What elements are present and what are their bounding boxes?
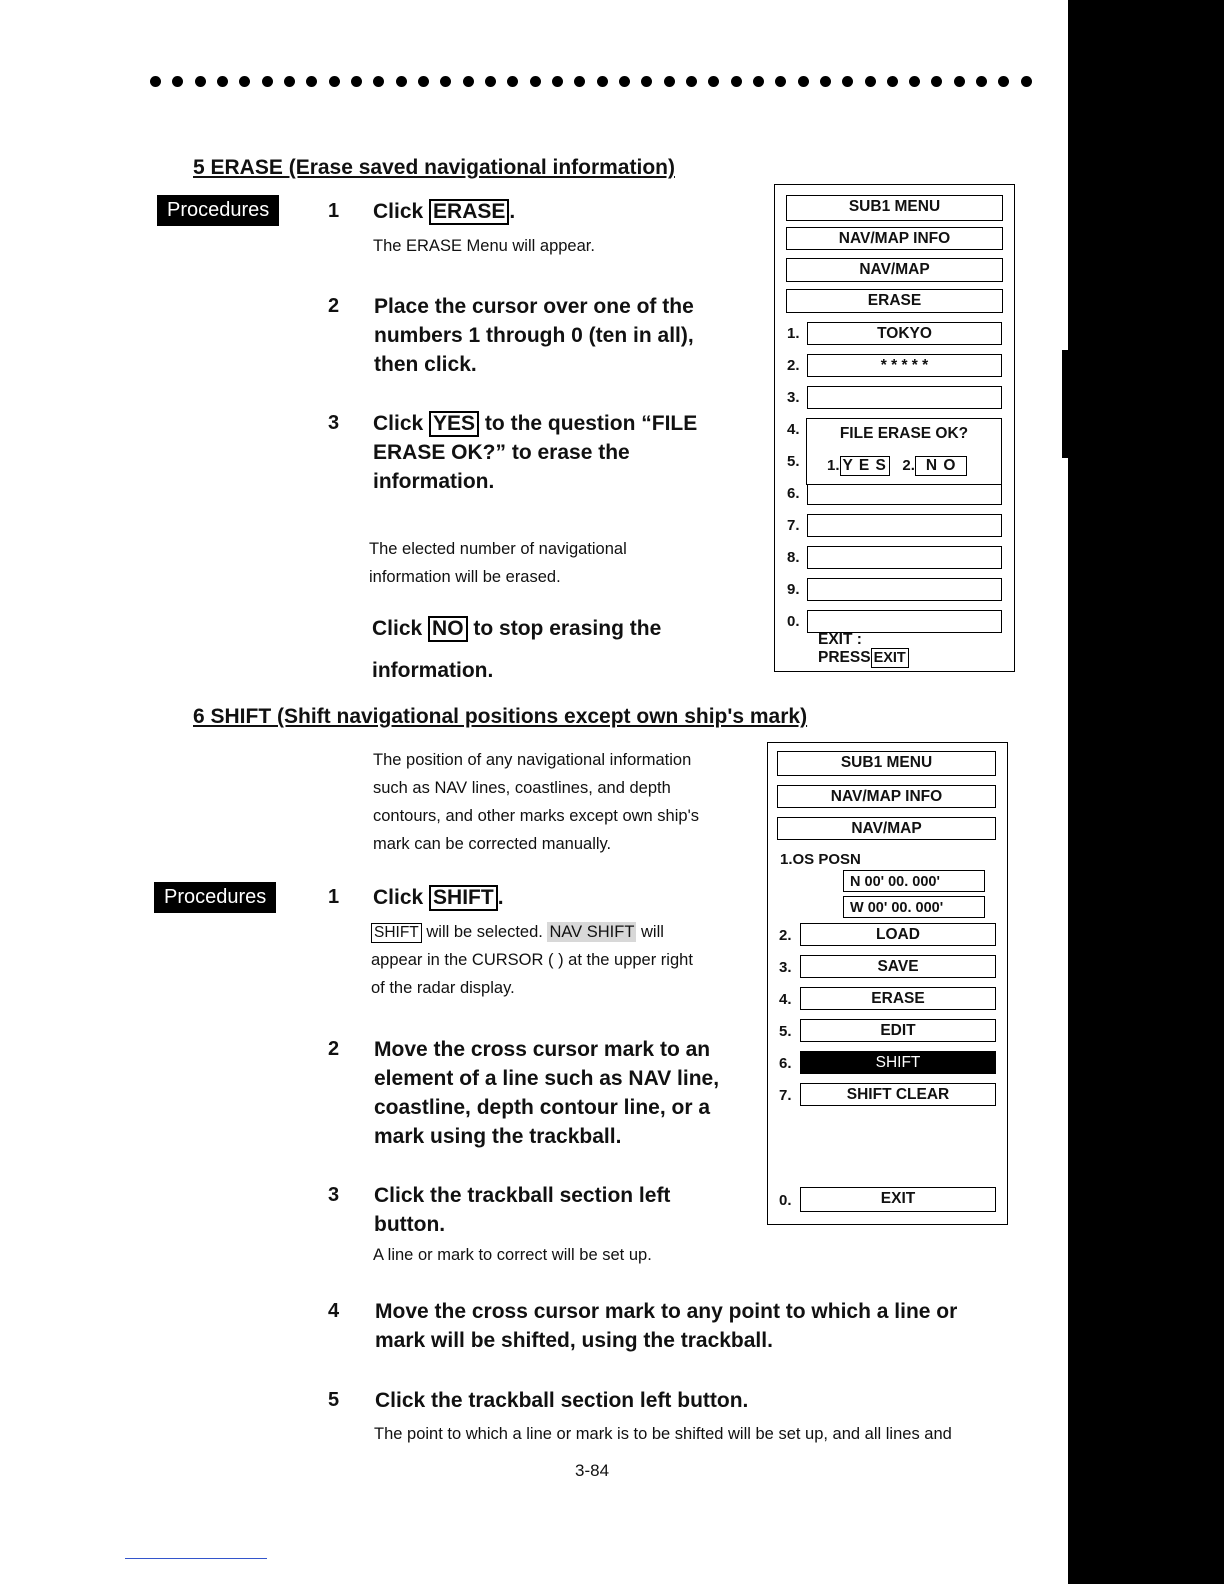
dialog-no-button[interactable]: N O — [915, 456, 968, 476]
rule-dot — [1021, 76, 1032, 87]
file-slot[interactable]: * * * * * — [807, 354, 1002, 377]
rule-dot — [396, 76, 407, 87]
rule-dot — [373, 76, 384, 87]
menu-item-label: 3. — [779, 959, 792, 976]
step-number: 2 — [328, 295, 340, 317]
step-text: to the question “FILE — [484, 412, 698, 435]
dialog-question: FILE ERASE OK? — [839, 425, 969, 442]
rule-dot — [463, 76, 474, 87]
file-slot[interactable] — [807, 610, 1002, 633]
desc-line: appear in the CURSOR ( ) at the upper right — [371, 951, 693, 969]
rule-dot — [664, 76, 675, 87]
step-number: 5 — [328, 1389, 340, 1411]
slot-label: 3. — [787, 389, 800, 406]
step-line: numbers 1 through 0 (ten in all), — [374, 324, 694, 347]
menu-item-shift-clear[interactable]: SHIFT CLEAR — [800, 1083, 996, 1106]
step-heading — [374, 292, 694, 379]
menu-item-label: 6. — [779, 1055, 792, 1072]
exit-key[interactable]: EXIT — [871, 648, 909, 668]
menu-sub1[interactable]: SUB1 MENU — [777, 751, 996, 776]
step-heading — [373, 883, 504, 912]
menu-item-erase[interactable]: ERASE — [800, 987, 996, 1010]
step-line: then click. — [374, 353, 477, 376]
rule-dot — [239, 76, 250, 87]
rule-dot — [306, 76, 317, 87]
file-slot[interactable] — [807, 578, 1002, 601]
step-text: to stop erasing the — [473, 617, 662, 640]
rule-dot — [597, 76, 608, 87]
desc-text: will be selected. — [426, 923, 543, 941]
rule-dot — [552, 76, 563, 87]
exit-hint-line: EXIT : — [818, 631, 862, 648]
file-slot[interactable] — [807, 546, 1002, 569]
menu-erase-title[interactable]: ERASE — [786, 289, 1003, 313]
step-text: Click — [373, 200, 424, 223]
shift-key[interactable]: SHIFT — [429, 885, 498, 911]
page-number: 3-84 — [575, 1461, 610, 1480]
option-label: 2. — [902, 457, 915, 474]
slot-label: 5. — [787, 453, 800, 470]
nav-shift-indicator: NAV SHIFT — [549, 923, 635, 941]
step-text: Click — [373, 412, 424, 435]
step-number: 3 — [328, 412, 340, 434]
rule-dot — [485, 76, 496, 87]
step-text: . — [509, 200, 516, 223]
rule-dot — [418, 76, 429, 87]
step-line: Place the cursor over one of the — [374, 295, 694, 318]
step-heading — [375, 1297, 957, 1355]
menu-item-label: 5. — [779, 1023, 792, 1040]
intro-line: such as NAV lines, coastlines, and depth — [373, 779, 671, 797]
procedures-badge: Procedures — [157, 195, 279, 226]
step-description: The ERASE Menu will appear. — [373, 237, 595, 255]
menu-item-edit[interactable]: EDIT — [800, 1019, 996, 1042]
rule-dot — [150, 76, 161, 87]
rule-dot — [887, 76, 898, 87]
step-number: 1 — [328, 886, 340, 908]
slot-label: 2. — [787, 357, 800, 374]
rule-dot — [909, 76, 920, 87]
step-description — [371, 918, 693, 1002]
menu-navmap[interactable]: NAV/MAP — [777, 817, 996, 840]
rule-dot — [530, 76, 541, 87]
note-line: The elected number of navigational — [369, 540, 627, 558]
exit-hint-text: PRESS — [818, 649, 871, 666]
step-number: 2 — [328, 1038, 340, 1060]
menu-navmap-info[interactable]: NAV/MAP INFO — [786, 227, 1003, 250]
menu-item-save[interactable]: SAVE — [800, 955, 996, 978]
file-slot[interactable]: TOKYO — [807, 322, 1002, 345]
section-6-title: 6 SHIFT (Shift navigational positions except own ship's mark) — [193, 705, 808, 728]
slot-label: 8. — [787, 549, 800, 566]
section-tab — [1062, 350, 1074, 458]
step-line: mark using the trackball. — [374, 1125, 622, 1148]
step-line: mark will be shifted, using the trackball. — [375, 1329, 773, 1352]
step-line: coastline, depth contour line, or a — [374, 1096, 711, 1119]
step-text: Click — [373, 886, 424, 909]
step-line: Move the cross cursor mark to any point to which a line or — [375, 1300, 958, 1323]
step-number: 1 — [328, 200, 340, 222]
file-slot[interactable] — [807, 386, 1002, 409]
rule-dot — [686, 76, 697, 87]
step-line: ERASE OK?” to erase the — [373, 441, 630, 464]
slot-label: 7. — [787, 517, 800, 534]
menu-exit-button[interactable]: EXIT — [800, 1187, 996, 1212]
file-slot[interactable] — [807, 482, 1002, 505]
footer-link-line — [125, 1558, 267, 1559]
rule-dot — [440, 76, 451, 87]
option-label: 1. — [827, 457, 840, 474]
stop-instruction — [372, 608, 661, 692]
rule-dot — [641, 76, 652, 87]
step-number: 3 — [328, 1184, 340, 1206]
step-line: information. — [372, 659, 494, 682]
menu-navmap[interactable]: NAV/MAP — [786, 258, 1003, 282]
rule-dot — [619, 76, 630, 87]
rule-dot — [954, 76, 965, 87]
erase-key[interactable]: ERASE — [429, 199, 509, 225]
os-longitude-field[interactable]: W 00' 00. 000' — [843, 896, 985, 918]
step-heading — [374, 1035, 719, 1151]
menu-item-label: 4. — [779, 991, 792, 1008]
step-line: Move the cross cursor mark to an — [374, 1038, 711, 1061]
yes-key[interactable]: YES — [429, 411, 479, 437]
menu-item-label: 7. — [779, 1087, 792, 1104]
shift-key-inline: SHIFT — [371, 923, 422, 943]
no-key[interactable]: NO — [428, 616, 468, 642]
slot-label: 1. — [787, 325, 800, 342]
rule-dot — [708, 76, 719, 87]
rule-dot — [507, 76, 518, 87]
rule-dot — [865, 76, 876, 87]
erase-confirm-dialog — [806, 418, 1002, 485]
rule-dot — [574, 76, 585, 87]
step-heading — [373, 409, 697, 496]
scan-edge-bar — [1068, 0, 1224, 1584]
slot-label: 4. — [787, 421, 800, 438]
step-line: information. — [373, 470, 495, 493]
step-description: A line or mark to correct will be set up. — [373, 1246, 652, 1264]
menu-item-load[interactable]: LOAD — [800, 923, 996, 946]
note-text — [369, 535, 627, 591]
menu-navmap-info[interactable]: NAV/MAP INFO — [777, 785, 996, 808]
step-text: Click — [372, 617, 423, 640]
rule-dot — [798, 76, 809, 87]
dialog-yes-button[interactable]: Y E S — [840, 456, 890, 476]
procedures-badge: Procedures — [154, 882, 276, 913]
rule-dot — [195, 76, 206, 87]
file-slot[interactable] — [807, 514, 1002, 537]
step-heading — [374, 1181, 670, 1239]
rule-dot — [998, 76, 1009, 87]
rule-dot — [753, 76, 764, 87]
rule-dot — [329, 76, 340, 87]
rule-dot — [217, 76, 228, 87]
menu-item-label: 2. — [779, 927, 792, 944]
dialog-options — [827, 456, 967, 476]
rule-dot — [976, 76, 987, 87]
step-text: . — [497, 886, 504, 909]
step-line: element of a line such as NAV line, — [374, 1067, 720, 1090]
os-latitude-field[interactable]: N 00' 00. 000' — [843, 870, 985, 892]
rule-dot — [351, 76, 362, 87]
intro-line: mark can be corrected manually. — [373, 835, 612, 853]
note-line: information will be erased. — [369, 568, 561, 586]
section-6-intro — [373, 746, 749, 858]
menu-sub1[interactable]: SUB1 MENU — [786, 195, 1003, 221]
slot-label: 9. — [787, 581, 800, 598]
rule-dot — [842, 76, 853, 87]
menu-item-label: 0. — [779, 1192, 792, 1209]
step-line: button. — [374, 1213, 446, 1236]
rule-dot — [172, 76, 183, 87]
step-number: 4 — [328, 1300, 340, 1322]
desc-text: will — [641, 923, 664, 941]
exit-hint — [818, 632, 909, 668]
step-heading: Click the trackball section left button. — [375, 1389, 749, 1412]
slot-label: 0. — [787, 613, 800, 630]
os-posn-label: 1.OS POSN — [780, 851, 861, 868]
rule-dot — [731, 76, 742, 87]
menu-item-shift[interactable]: SHIFT — [800, 1051, 996, 1074]
slot-label: 6. — [787, 485, 800, 502]
step-line: Click the trackball section left — [374, 1184, 671, 1207]
rule-dot — [284, 76, 295, 87]
step-description: The point to which a line or mark is to be shifted will be set up, and all lines and — [374, 1425, 952, 1443]
step-heading — [373, 197, 515, 226]
intro-line: contours, and other marks except own ship's — [373, 807, 699, 825]
rule-dot — [262, 76, 273, 87]
section-5-title: 5 ERASE (Erase saved navigational information) — [193, 156, 675, 179]
rule-dot — [775, 76, 786, 87]
header-dot-rule — [150, 68, 1032, 94]
shift-menu-figure — [767, 742, 1008, 1225]
rule-dot — [931, 76, 942, 87]
intro-line: The position of any navigational information — [373, 751, 692, 769]
desc-line: of the radar display. — [371, 979, 515, 997]
rule-dot — [820, 76, 831, 87]
